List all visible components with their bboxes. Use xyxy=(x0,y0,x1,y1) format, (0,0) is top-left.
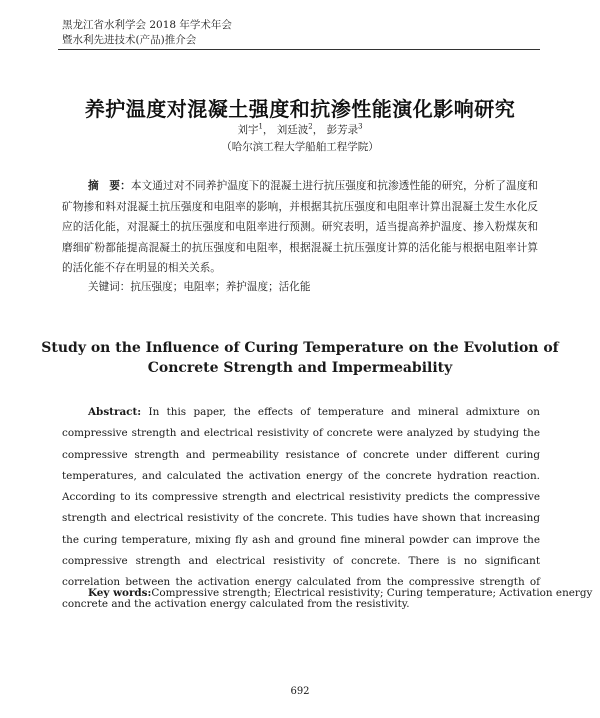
conference-header-line1: 黑龙江省水利学会 2018 年学术年会 xyxy=(62,19,232,31)
chinese-keywords-label: 关键词： xyxy=(88,281,131,293)
author-3: 彭芳录 xyxy=(326,124,359,136)
english-title-line1: Study on the Influence of Curing Temperature on the Evolution of xyxy=(41,340,559,356)
chinese-abstract xyxy=(62,176,538,279)
author-2-affil-mark: 2 xyxy=(308,122,313,131)
chinese-keywords xyxy=(88,279,310,295)
author-1-affil-mark: 1 xyxy=(258,122,263,131)
english-abstract xyxy=(62,402,540,615)
chinese-title: 养护温度对混凝土强度和抗渗性能演化影响研究 xyxy=(84,97,516,121)
english-keywords xyxy=(88,585,593,601)
english-title xyxy=(0,338,600,378)
author-list: 刘宇$^1$， 刘廷波$^2$， 彭芳录$^3$ xyxy=(237,122,363,136)
page-number: 692 xyxy=(290,686,310,697)
header-divider xyxy=(58,49,540,50)
english-title-line2: Concrete Strength and Impermeability xyxy=(147,360,453,376)
author-1: 刘宇 xyxy=(237,124,259,136)
conference-header-line2: 暨水利先进技术(产品)推介会 xyxy=(62,34,197,46)
chinese-abstract-label: 摘 要： xyxy=(88,180,131,192)
english-keywords-text: Compressive strength; Electrical resistivity; Curing temperature; Activation energy xyxy=(151,587,593,599)
author-3-affil-mark: 3 xyxy=(358,122,363,131)
english-abstract-text: In this paper, the effects of temperature and mineral admixture on compressive strength and electrical resistivity of concrete were analyzed by studying the compressive strength and permeability resistance of concrete under different curing temperatures, and calculated the activation energy of the concrete hydration reaction. According to its compressive strength and electrical resistivity predicts the compressive strength and electrical resistivity of the concrete. This tudies have shown that increasing the curing temperature, mixing fly ash and ground fine mineral powder can improve the compressive strength and electrical resistivity of concrete. There is no significant correlation between the activation energy calculated from the compressive strength of concrete and the activation energy calculated from the resistivity. xyxy=(62,406,540,610)
author-2: 刘廷波 xyxy=(276,124,309,136)
chinese-abstract-text: 本文通过对不同养护温度下的混凝土进行抗压强度和抗渗透性能的研究，分析了温度和矿物掺和料对混凝土抗压强度和电阻率的影响，并根据其抗压强度和电阻率计算出混凝土发生水化反应的活化能，对混凝土的抗压强度和电阻率进行预测。研究表明，适当提高养护温度、掺入粉煤灰和磨细矿粉都能提高混凝土的抗压强度和电阻率，根据混凝土抗压强度计算的活化能与根据电阻率计算的活化能不存在明显的相关关系。 xyxy=(62,180,539,274)
affiliation: （哈尔滨工程大学船舶工程学院） xyxy=(221,141,379,153)
chinese-keywords-text: 抗压强度；电阻率；养护温度；活化能 xyxy=(130,281,311,293)
english-keywords-label: Key words: xyxy=(88,587,152,599)
english-abstract-label: Abstract: xyxy=(88,406,142,418)
